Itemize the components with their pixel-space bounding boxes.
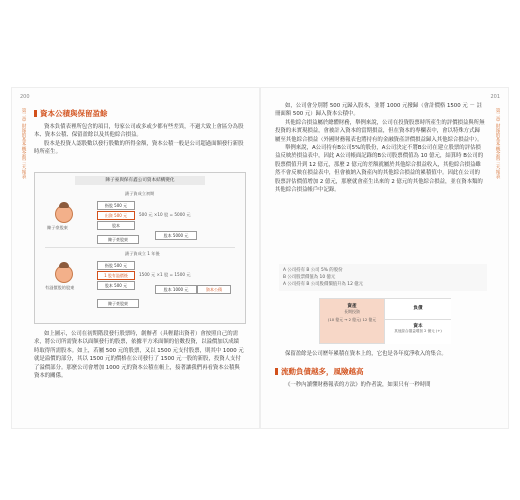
stage1-stock-card: 股本 — [97, 221, 135, 230]
paragraph: 保留盈餘是公司歷年累積在資本上的，它也是各年度淨收入的集合。 — [285, 351, 447, 357]
bullet: A 公司持有 B 公司股價價值升為 12 億元 — [283, 282, 364, 287]
paragraph: 舉例來說，A公司持有B公司5%的股份，A公司決定不將B公司在建立股票的評估損益反映於損益表中，因此 A公司帳面記錄的B公司股票價值為 10 億元，結算時 B公司的股票價值升到 12 億元，那麼 2 億元的差額就屬於其他綜合損益收入，其他綜合損益雖然不會反映在損益表中，但會被納入資產內的其他綜合損益的累積值中。因此在公司的股票評估價值增加 2 億元，那麼就會產生出來的 2 億元的其他綜合損益，並在資本類的其他綜合損益帳戶中記錄。 — [275, 145, 484, 194]
equity-sub: 其他綜合損益增加 2 億元 (+) — [394, 329, 442, 333]
right-text-block — [275, 102, 485, 194]
stage2-stock-card: 股本 500 元 — [97, 281, 135, 290]
paragraph: 資本負債表裡所包含的項目，每家公司或多或少都有些差異，不過大致上會區分為股本、資本公積、保留盈餘以及其他綜合損益。 — [34, 124, 244, 139]
paragraph: 如上圖示，公司在初期階段發行股票時，創辦者（具輕鬆出資者）會按照自己的需求，將公司所需資本以面額發行的股票，依據平方米面額的倍數投資，以溢價加以成績時取得所需股本。如上，若屬 500 元的股票，又以 1500 元支付股票，則其中 1000 元就是溢價的部分，其以 1500 元的價格在公司發行了 1500 元一股的新股，投資人支付了溢價部分。那麼公司會增加 1000 元的資本公積在帳上，接著讓我們再看資本公積與資本的關係。 — [34, 331, 244, 380]
bullet: A 公司持有 B 公司 5% 的股份 — [283, 268, 343, 273]
stage1-left-label: 陳子豪股東 — [47, 225, 68, 230]
capital-structure-diagram — [34, 172, 246, 324]
section-heading: 流動負債越多，風險越高 — [275, 366, 485, 377]
left-page — [12, 88, 259, 428]
stage1-bottom-card: 陳子豪股東 — [97, 235, 139, 244]
page-number: 200 — [20, 94, 30, 100]
founder-avatar-icon — [55, 205, 73, 223]
stage1-top-card: 指股 500 元 — [97, 201, 135, 210]
stage2-bottom-card: 陳子豪股東 — [97, 299, 139, 308]
asset-column — [320, 299, 384, 343]
asset-value: (10 億元 → 2 億元) 12 億元 — [327, 317, 377, 322]
stage1-title: 鎖子資成立初期 — [125, 191, 155, 196]
paragraph: 股本是投資人認股數以發行股數的所得金額，資本公積一般是公司超過面額發行新股時所產生。 — [34, 140, 244, 156]
stage2-left-label: 有溢價股的股東 — [45, 285, 75, 290]
diagram-title: 陳子豪與保有鑫公司資本結構變化 — [75, 176, 205, 185]
divider — [45, 247, 235, 248]
paragraph: 如，公司會分別將 500 元歸入股本，並將 1000 元撥歸（會計價格 1500 元 － 註冊面額 500 元）歸入資本公積中。 — [275, 103, 482, 118]
investor-avatar-icon — [55, 265, 73, 283]
section-heading: 資本公積與保留盈餘 — [34, 108, 244, 119]
liability-column — [384, 299, 451, 319]
paragraph: 其他綜合損益屬於總體財務，舉例來說，公司在投資股票時所產生的評價損益與所無投資的未實現損益，會被計入資本的當期損益，但在資本的專欄表中，會以特殊方式歸屬至其他綜合損益（外國財務報表也將持有的金融資產評價損益歸入其他綜合損益中）。 — [275, 119, 485, 143]
left-text-block — [34, 108, 244, 157]
liability-header: 負債 — [413, 306, 423, 311]
stage2-stock-total: 股本 1000 元 — [155, 285, 197, 294]
stage2-capital-surplus: 資本公積 — [197, 285, 231, 294]
stage1-formula: 500 元 ×10 股 = 5000 元 — [139, 212, 191, 217]
chapter-side-label: 第二章 財報的基本概念與三大報表 — [21, 108, 26, 179]
bullet: B 公司股票價值為 10 億元 — [283, 275, 336, 280]
stage2-formula: 1500 元 ×1 股 = 1500 元 — [139, 272, 191, 277]
page-number: 201 — [490, 94, 500, 100]
balance-sheet-table — [319, 298, 451, 344]
book-spread — [12, 88, 508, 428]
stage1-stock-total: 股本 5000 元 — [155, 231, 197, 240]
stage1-investment-card: 出資 500 元 — [97, 211, 135, 220]
right-text-block-2 — [275, 350, 485, 390]
stage2-title: 鎖子資成立 1 年後 — [125, 251, 160, 256]
paragraph: 《一秒內讀懂財務報表的方法》的作者說，如果只有一秒時間 — [285, 382, 431, 389]
left-text-block-2 — [34, 330, 244, 380]
stage2-premium-card: 1 股有溢價後 — [97, 271, 135, 280]
asset-header: 資產 — [347, 304, 357, 309]
right-page — [261, 88, 508, 428]
equity-column — [384, 319, 451, 344]
stage2-top-card: 指股 500 元 — [97, 261, 135, 270]
asset-sub: 長期投資 — [344, 309, 360, 314]
chapter-side-label: 第二章 財報的基本概念與三大報表 — [495, 108, 500, 179]
example-bullets — [279, 264, 487, 291]
equity-header: 資本 — [413, 324, 423, 329]
